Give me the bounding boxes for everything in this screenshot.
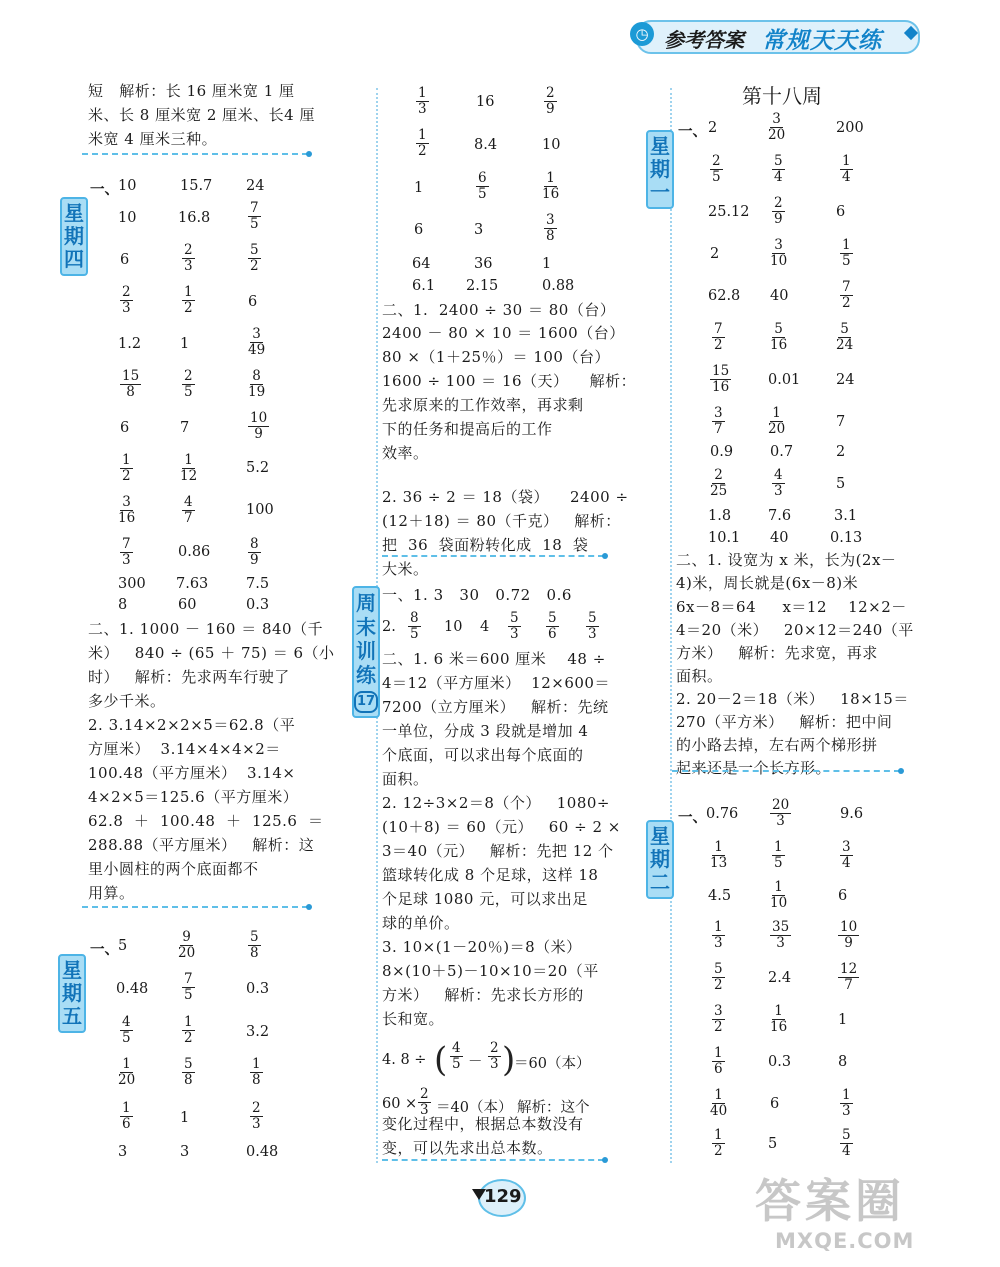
header-banner: [630, 12, 930, 56]
answer-fraction: 5 3: [510, 610, 519, 642]
answer-fraction: 5 2: [250, 242, 259, 274]
answer-fraction: 1 2: [122, 452, 131, 484]
answer-line: (10＋8) ＝ 60（元） 60 ÷ 2 ×: [382, 818, 621, 836]
answer-value: 24: [246, 178, 265, 194]
answer-fraction: 3 4: [842, 839, 851, 871]
answer-fraction: 1 3: [714, 919, 723, 951]
answer-value: 300: [118, 576, 146, 592]
answer-fraction: 8 9: [250, 536, 259, 568]
answer-value: 10: [118, 210, 137, 226]
watermark-url: MXQE.COM: [775, 1229, 915, 1253]
answer-value: 5: [768, 1136, 778, 1152]
answer-value: 100: [246, 502, 274, 518]
answer-line: 2400 － 80 × 10 ＝ 1600（台）: [382, 324, 625, 342]
answer-fraction: 7 5: [184, 971, 193, 1003]
answer-fraction: 7 3: [122, 536, 131, 568]
answer-line: 用算。: [88, 884, 135, 902]
answer-line: 篮球转化成 8 个足球，这样 18: [382, 866, 599, 884]
answer-value: 0.3: [246, 981, 270, 997]
answer-value: 4.5: [708, 888, 732, 904]
answer-fraction: 10 9: [250, 410, 268, 442]
answer-fraction: 5 8: [250, 929, 259, 961]
answer-fraction: 4 3: [774, 467, 783, 499]
answer-fraction: 5 16: [770, 321, 788, 353]
answer-value: 5.2: [246, 460, 270, 476]
answer-line: 个底面，可以求出每个底面的: [382, 746, 584, 764]
part-one-marker: 一、: [678, 810, 707, 826]
answer-value: 8: [838, 1054, 848, 1070]
answer-fraction: 3 7: [714, 405, 723, 437]
answer-fraction: 1 10: [770, 879, 788, 911]
answer-value: 0.48: [246, 1144, 279, 1160]
answer-line: 方厘米） 3.14×4×4×2＝: [88, 740, 281, 758]
answer-value: 2: [708, 120, 718, 136]
answer-value: 1: [838, 1012, 848, 1028]
answer-fraction: 6 5: [478, 170, 487, 202]
answer-value: 3: [180, 1144, 190, 1160]
answer-line: 的小路去掉，左右两个梯形拼: [676, 736, 878, 754]
answer-value: 3: [474, 222, 484, 238]
answer-line: 方米） 解析：先求宽，再求: [676, 644, 878, 662]
answer-line: 4)米，周长就是(6x－8)米: [676, 574, 859, 592]
answer-value: 16.8: [178, 210, 211, 226]
answer-fraction: 1 2: [184, 284, 193, 316]
section-separator: [82, 906, 308, 908]
weekend-part-one-line: 一、1. 3 30 0.72 0.6: [382, 586, 572, 604]
answer-line: 长和宽。: [382, 1010, 445, 1028]
watermark-logo: [735, 1165, 985, 1260]
answer-value: 60: [178, 597, 197, 613]
answer-line: 4＝12（平方厘米） 12×600＝: [382, 674, 610, 692]
answer-value: 1: [180, 1110, 190, 1126]
answer-fraction: 1 5: [842, 237, 851, 269]
answer-value: 40: [770, 530, 789, 546]
answer-value: 3: [118, 1144, 128, 1160]
weekend-tag-label: 周末训练: [356, 591, 376, 687]
answer-fraction: 5 4: [842, 1127, 851, 1159]
answer-fraction: 20 3: [772, 797, 790, 829]
answer-line: 个足球 1080 元，可以求出足: [382, 890, 588, 908]
answer-fraction: 9 20: [178, 929, 196, 961]
answer-fraction: 1 6: [714, 1045, 723, 1077]
answer-value: 1: [542, 256, 552, 272]
answer-value: 64: [412, 256, 431, 272]
answer-value: 7: [180, 420, 190, 436]
answer-value: 5: [118, 938, 128, 954]
answer-fraction: 8 19: [248, 368, 266, 400]
answer-value: 36: [474, 256, 493, 272]
answer-value: 6: [120, 420, 130, 436]
weekend-tag-number: 17: [354, 691, 378, 713]
answer-fraction: 1 2: [714, 1127, 723, 1159]
answer-fraction: 1 6: [122, 1100, 131, 1132]
weekday-tag-monday: 星期一: [646, 130, 674, 209]
answer-value: 0.88: [542, 278, 575, 294]
answer-fraction: 2 3: [122, 284, 131, 316]
weekday-tag-thursday: 星期四: [60, 197, 88, 276]
answer-value: 8.4: [474, 137, 498, 153]
answer-fraction: 1 4: [842, 153, 851, 185]
answer-value: 62.8: [708, 288, 741, 304]
answer-line: 起来还是一个长方形。: [676, 759, 832, 777]
answer-value: 1.8: [708, 508, 732, 524]
part-one-marker: 一、: [678, 124, 707, 140]
answer-value: 5: [836, 476, 846, 492]
clock-icon: ◷: [630, 22, 654, 46]
answer-line: 3. 10×(1－20％)＝8（米）: [382, 938, 582, 956]
answer-value: 7: [836, 414, 846, 430]
answer-value: 7.63: [176, 576, 209, 592]
answer-fraction: 1 40: [710, 1087, 728, 1119]
answer-fraction: 7 2: [842, 279, 851, 311]
answer-line: 6x－8＝64 x＝12 12×2－: [676, 598, 907, 616]
answer-fraction: 5 24: [836, 321, 854, 353]
answer-fraction: 1 16: [542, 170, 560, 202]
equation-b-tail: ＝40（本） 解析：这个: [436, 1100, 590, 1116]
answer-line: 米） 840 ÷ (65 ＋ 75) ＝ 6（小: [88, 644, 335, 662]
section-separator: [672, 770, 900, 772]
answer-value: 2: [710, 246, 720, 262]
answer-fraction: 1 20: [118, 1056, 136, 1088]
answer-value: 1: [180, 336, 190, 352]
answer-line: 面积。: [676, 667, 723, 685]
watermark-text: 答案圈: [755, 1174, 905, 1228]
answer-fraction: 2 9: [546, 85, 555, 117]
section-separator: [382, 555, 604, 557]
page-number-badge: [472, 1177, 528, 1217]
answer-line: 方米） 解析：先求长方形的: [382, 986, 584, 1004]
answer-fraction: 4 5: [122, 1014, 131, 1046]
answer-fraction: 2 3: [420, 1086, 429, 1118]
answer-fraction: 3 20: [768, 111, 786, 143]
answer-fraction: 1 20: [768, 405, 786, 437]
column-divider-2: [670, 88, 672, 1163]
answer-line: 下的任务和提高后的工作: [382, 420, 553, 438]
answer-line: 4×2×5＝125.6（平方厘米）: [88, 788, 299, 806]
answer-value: 6: [248, 294, 258, 310]
answer-line: 大米。: [382, 560, 429, 578]
week-title: 第十八周: [742, 84, 822, 108]
section-separator: [382, 1159, 604, 1161]
answer-value: 0.3: [768, 1054, 792, 1070]
answer-fraction: 2 25: [710, 467, 728, 499]
answer-fraction: 5 8: [184, 1056, 193, 1088]
answer-fraction: 2 3: [184, 242, 193, 274]
answer-line: 变，可以先求出总本数。: [382, 1139, 553, 1157]
weekday-tag-tuesday: 星期二: [646, 820, 674, 899]
answer-line: 7200（立方厘米） 解析：先统: [382, 698, 609, 716]
answer-line: 效率。: [382, 444, 429, 462]
answer-fraction: 5 3: [588, 610, 597, 642]
answer-fraction: 1 5: [774, 839, 783, 871]
answer-value: 16: [476, 94, 495, 110]
answer-line: 一单位，分成 3 段就是增加 4: [382, 722, 589, 740]
part-one-marker: 一、: [90, 942, 119, 958]
answer-value: 9.6: [840, 806, 864, 822]
answer-value: 6: [770, 1096, 780, 1112]
answer-value: 3.1: [834, 508, 858, 524]
answer-line: 球的单价。: [382, 914, 460, 932]
answer-value: 2.15: [466, 278, 499, 294]
answer-fraction: 1 2: [184, 1014, 193, 1046]
answer-value: 0.7: [770, 444, 794, 460]
paren-right: ): [502, 1040, 516, 1080]
answer-line: 2. 3.14×2×2×5＝62.8（平: [88, 716, 296, 734]
answer-value: 10: [542, 137, 561, 153]
answer-value: 10: [118, 178, 137, 194]
answer-line: 里小圆柱的两个底面都不: [88, 860, 259, 878]
answer-line: 80 ×（1＋25％）＝ 100（台）: [382, 348, 610, 366]
answer-fraction: 15 8: [122, 368, 140, 400]
answer-line: 4＝20（米） 20×12＝240（平: [676, 621, 914, 639]
answer-line: 二、1. 设宽为 x 米，长为(2x－: [676, 551, 897, 569]
answer-value: 1: [414, 180, 424, 196]
answer-line: 二、1. 6 米＝600 厘米 48 ÷: [382, 650, 606, 668]
answer-line: 把 36 袋面粉转化成 18 袋: [382, 536, 589, 554]
answer-value: 0.3: [246, 597, 270, 613]
equation-tail: ＝60（本）: [514, 1056, 591, 1072]
answer-value: 0.9: [710, 444, 734, 460]
answer-fraction: 35 3: [772, 919, 790, 951]
answer-fraction: 2 3: [490, 1040, 499, 1072]
answer-value: 10: [444, 619, 463, 635]
answer-fraction: 4 5: [452, 1040, 461, 1072]
answer-line: 1600 ÷ 100 ＝ 16（天） 解析：: [382, 372, 637, 390]
answer-value: 2.4: [768, 970, 792, 986]
answer-fraction: 3 2: [714, 1003, 723, 1035]
answer-value: 6: [414, 222, 424, 238]
answer-fraction: 1 3: [418, 85, 427, 117]
answer-line: 2. 12÷3×2＝8（个） 1080÷: [382, 794, 610, 812]
intro-line-2: 米、长 8 厘米宽 2 厘米、长4 厘: [88, 106, 315, 124]
weekend-training-tag: [352, 586, 380, 718]
section-separator: [82, 153, 308, 155]
answer-value: 0.13: [830, 530, 863, 546]
answer-value: 24: [836, 372, 855, 388]
answer-line: (12＋18) ＝ 80（千克） 解析：: [382, 512, 621, 530]
answer-value: 0.48: [116, 981, 149, 997]
answer-line: 多少千米。: [88, 692, 166, 710]
answer-line: 先求原来的工作效率，再求剩: [382, 396, 584, 414]
answer-fraction: 4 7: [184, 494, 193, 526]
answer-line: 二、1. 1000 － 160 ＝ 840（千: [88, 620, 324, 638]
answer-line: 100.48（平方厘米） 3.14×: [88, 764, 296, 782]
minus-sign: －: [468, 1054, 483, 1070]
weekday-tag-friday: 星期五: [58, 954, 86, 1033]
answer-value: 25.12: [708, 204, 750, 220]
answer-fraction: 1 3: [842, 1087, 851, 1119]
answer-value: 3.2: [246, 1024, 270, 1040]
answer-value: 6: [838, 888, 848, 904]
answer-line: 62.8 ＋ 100.48 ＋ 125.6 ＝: [88, 812, 324, 830]
answer-value: 8: [118, 597, 128, 613]
answer-fraction: 2 9: [774, 195, 783, 227]
answer-fraction: 1 12: [180, 452, 198, 484]
answer-fraction: 12 7: [840, 961, 858, 993]
answer-value: 6.1: [412, 278, 436, 294]
answer-line: 二、1. 2400 ÷ 30 ＝ 80（台）: [382, 301, 616, 319]
answer-line: 288.88（平方厘米） 解析：这: [88, 836, 315, 854]
answer-fraction: 1 8: [252, 1056, 261, 1088]
answer-fraction: 5 4: [774, 153, 783, 185]
answer-fraction: 10 9: [840, 919, 858, 951]
answer-value: 7.5: [246, 576, 270, 592]
header-title-answers: 参考答案: [664, 28, 744, 52]
answer-value: 200: [836, 120, 864, 136]
equation-b-lead: 60 ×: [382, 1096, 418, 1112]
answer-line: 2. 36 ÷ 2 ＝ 18（袋） 2400 ÷: [382, 488, 629, 506]
answer-value: 4: [480, 619, 490, 635]
answer-value: 10.1: [708, 530, 741, 546]
answer-fraction: 3 8: [546, 212, 555, 244]
answer-line: 面积。: [382, 770, 429, 788]
answer-fraction: 1 13: [710, 839, 728, 871]
answer-fraction: 5 2: [714, 961, 723, 993]
answer-fraction: 3 16: [118, 494, 136, 526]
answer-fraction: 8 5: [410, 610, 419, 642]
answer-value: 0.01: [768, 372, 801, 388]
intro-line-3: 米宽 4 厘米三种。: [88, 130, 218, 148]
answer-line: 变化过程中，根据总本数没有: [382, 1115, 584, 1133]
answer-fraction: 1 2: [418, 127, 427, 159]
paren-left: (: [434, 1040, 448, 1080]
answer-fraction: 1 16: [770, 1003, 788, 1035]
answer-fraction: 7 5: [250, 200, 259, 232]
question-number: 2.: [382, 619, 396, 635]
answer-value: 7.6: [768, 508, 792, 524]
answer-fraction: 7 2: [714, 321, 723, 353]
answer-fraction: 2 5: [184, 368, 193, 400]
equation-lead: 4. 8 ÷: [382, 1052, 427, 1068]
answer-value: 15.7: [180, 178, 213, 194]
answer-value: 2: [836, 444, 846, 460]
answer-value: 6: [120, 252, 130, 268]
intro-line-1: 短 解析：长 16 厘米宽 1 厘: [88, 82, 295, 100]
answer-line: 270（平方米） 解析：把中间: [676, 713, 893, 731]
answer-fraction: 2 5: [712, 153, 721, 185]
header-title-series: 常规天天练: [762, 28, 882, 54]
page-number: 129: [484, 1186, 522, 1207]
answer-value: 0.76: [706, 806, 739, 822]
answer-value: 1.2: [118, 336, 142, 352]
answer-line: 3＝40（元） 解析：先把 12 个: [382, 842, 614, 860]
answer-line: 时） 解析：先求两车行驶了: [88, 668, 290, 686]
answer-value: 0.86: [178, 544, 211, 560]
answer-fraction: 5 6: [548, 610, 557, 642]
answer-line: 8×(10＋5)－10×10＝20（平: [382, 962, 599, 980]
answer-fraction: 3 10: [770, 237, 788, 269]
part-one-marker: 一、: [90, 182, 119, 198]
answer-fraction: 15 16: [712, 363, 730, 395]
answer-fraction: 2 3: [252, 1100, 261, 1132]
answer-value: 40: [770, 288, 789, 304]
answer-fraction: 3 49: [248, 326, 266, 358]
answer-line: 2. 20－2＝18（米） 18×15＝: [676, 690, 909, 708]
answer-value: 6: [836, 204, 846, 220]
